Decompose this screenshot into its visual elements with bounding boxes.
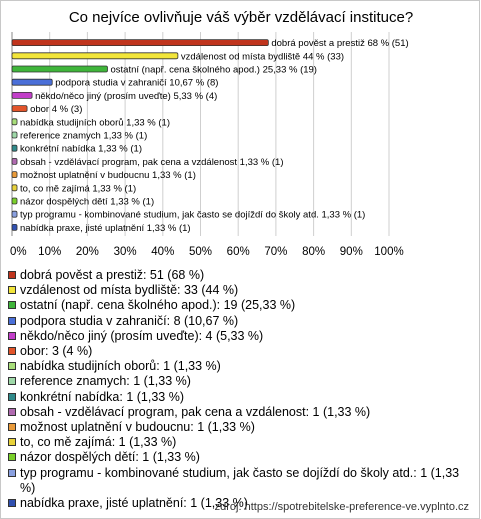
bar-label: názor dospělých dětí 1,33 % (1) [20,196,155,208]
chart-title: Co nejvíce ovlivňuje váš výběr vzdělávací instituce? [68,9,414,26]
bar [12,211,17,217]
legend-label: názor dospělých dětí: 1 (1,33 %) [20,450,200,465]
bar-label: dobrá pověst a prestiž 68 % (51) [271,38,409,50]
x-tick-label: 70% [264,246,288,258]
legend-swatch [8,423,16,431]
legend-swatch [8,377,16,385]
bar [12,53,178,59]
legend-item [8,298,474,313]
legend-item [8,374,474,389]
bar [12,198,17,204]
legend-item [8,466,474,496]
bar [12,132,17,138]
x-tick-label: 0% [10,246,27,258]
bar-label: konkrétní nabídka 1,33 % (1) [20,143,143,155]
legend-item [8,329,474,344]
legend-label: konkrétní nabídka: 1 (1,33 %) [20,389,184,404]
legend-label: ostatní (např. cena školného apod.): 19 (25,33 %) [20,298,296,313]
legend-item [8,405,474,420]
legend-item [8,283,474,298]
x-axis-ticks [10,246,404,258]
legend-swatch [8,301,16,309]
legend-swatch [8,393,16,401]
bar-label: ostatní (např. cena školného apod.) 25,33 % (19) [110,64,317,76]
legend-item [8,314,474,329]
legend-item [8,420,474,435]
bar-label: někdo/něco jiný (prosím uveďte) 5,33 % (4) [35,90,218,102]
legend-swatch [8,271,16,279]
bar [12,40,268,46]
x-tick-label: 90% [339,246,363,258]
x-tick-label: 10% [38,246,62,258]
bar-label: nabídka praxe, jisté uplatnění 1,33 % (1) [20,222,191,234]
legend-label: obor: 3 (4 %) [20,344,93,359]
x-tick-label: 100% [374,246,404,258]
bar-label: nabídka studijních oborů 1,33 % (1) [20,117,170,129]
legend-item [8,435,474,450]
legend-label: někdo/něco jiný (prosím uveďte): 4 (5,33 %) [20,328,264,343]
legend-swatch [8,362,16,370]
legend-swatch [8,408,16,416]
bar-label: obor 4 % (3) [30,104,83,116]
legend-label: obsah - vzdělávací program, pak cena a vzdálenost: 1 (1,33 %) [20,404,371,419]
bar-label: podpora studia v zahraničí 10,67 % (8) [55,77,219,89]
legend-label: nabídka studijních oborů: 1 (1,33 %) [20,359,221,374]
bar-label: obsah - vzdělávací program, pak cena a vzdálenost 1,33 % (1) [20,156,284,168]
bar-chart [1,1,481,258]
bar [12,92,32,98]
legend-swatch [8,438,16,446]
x-tick-label: 80% [302,246,326,258]
bar [12,158,17,164]
bar-label: možnost uplatnění v budoucnu 1,33 % (1) [20,170,196,182]
x-tick-label: 40% [151,246,175,258]
legend [8,268,474,511]
legend-swatch [8,469,16,477]
bar [12,79,52,85]
legend-label: to, co mě zajímá: 1 (1,33 %) [20,435,177,450]
bar [12,185,17,191]
legend-label: nabídka praxe, jisté uplatnění: 1 (1,33 %) [20,496,248,511]
legend-label: dobrá pověst a prestiž: 51 (68 %) [20,268,205,282]
legend-label: vzdálenost od místa bydliště: 33 (44 %) [20,283,239,298]
legend-item [8,390,474,405]
bar [12,66,107,72]
legend-item [8,450,474,465]
legend-label: reference znamych: 1 (1,33 %) [20,374,191,389]
x-tick-label: 60% [226,246,250,258]
legend-label: typ programu - kombinované studium, jak často se dojíždí do školy atd.: 1 (1,33 %) [20,465,460,495]
bar-label: vzdálenost od místa bydliště 44 % (33) [180,51,345,63]
bar [12,106,27,112]
x-tick-label: 20% [75,246,99,258]
x-tick-label: 30% [113,246,137,258]
bar-label: reference znamych 1,33 % (1) [20,130,148,142]
legend-swatch [8,453,16,461]
bar-label: to, co mě zajímá 1,33 % (1) [20,183,137,195]
source-note: zdroj: https://spotrebitelske-preference-ve.vyplnto.cz [214,501,469,513]
bar [12,119,17,125]
legend-item [8,359,474,374]
bar [12,224,17,230]
legend-swatch [8,499,16,507]
legend-swatch [8,286,16,294]
bar [12,145,17,151]
legend-item [8,268,474,283]
legend-label: podpora studia v zahraničí: 8 (10,67 %) [20,313,239,328]
bar-label: typ programu - kombinované studium, jak často se dojíždí do školy atd. 1,33 % (1) [20,209,366,221]
legend-swatch [8,317,16,325]
legend-swatch [8,347,16,355]
legend-label: možnost uplatnění v budoucnu: 1 (1,33 %) [20,420,255,435]
x-tick-label: 50% [188,246,213,258]
legend-swatch [8,332,16,340]
legend-item [8,344,474,359]
bar [12,172,17,178]
